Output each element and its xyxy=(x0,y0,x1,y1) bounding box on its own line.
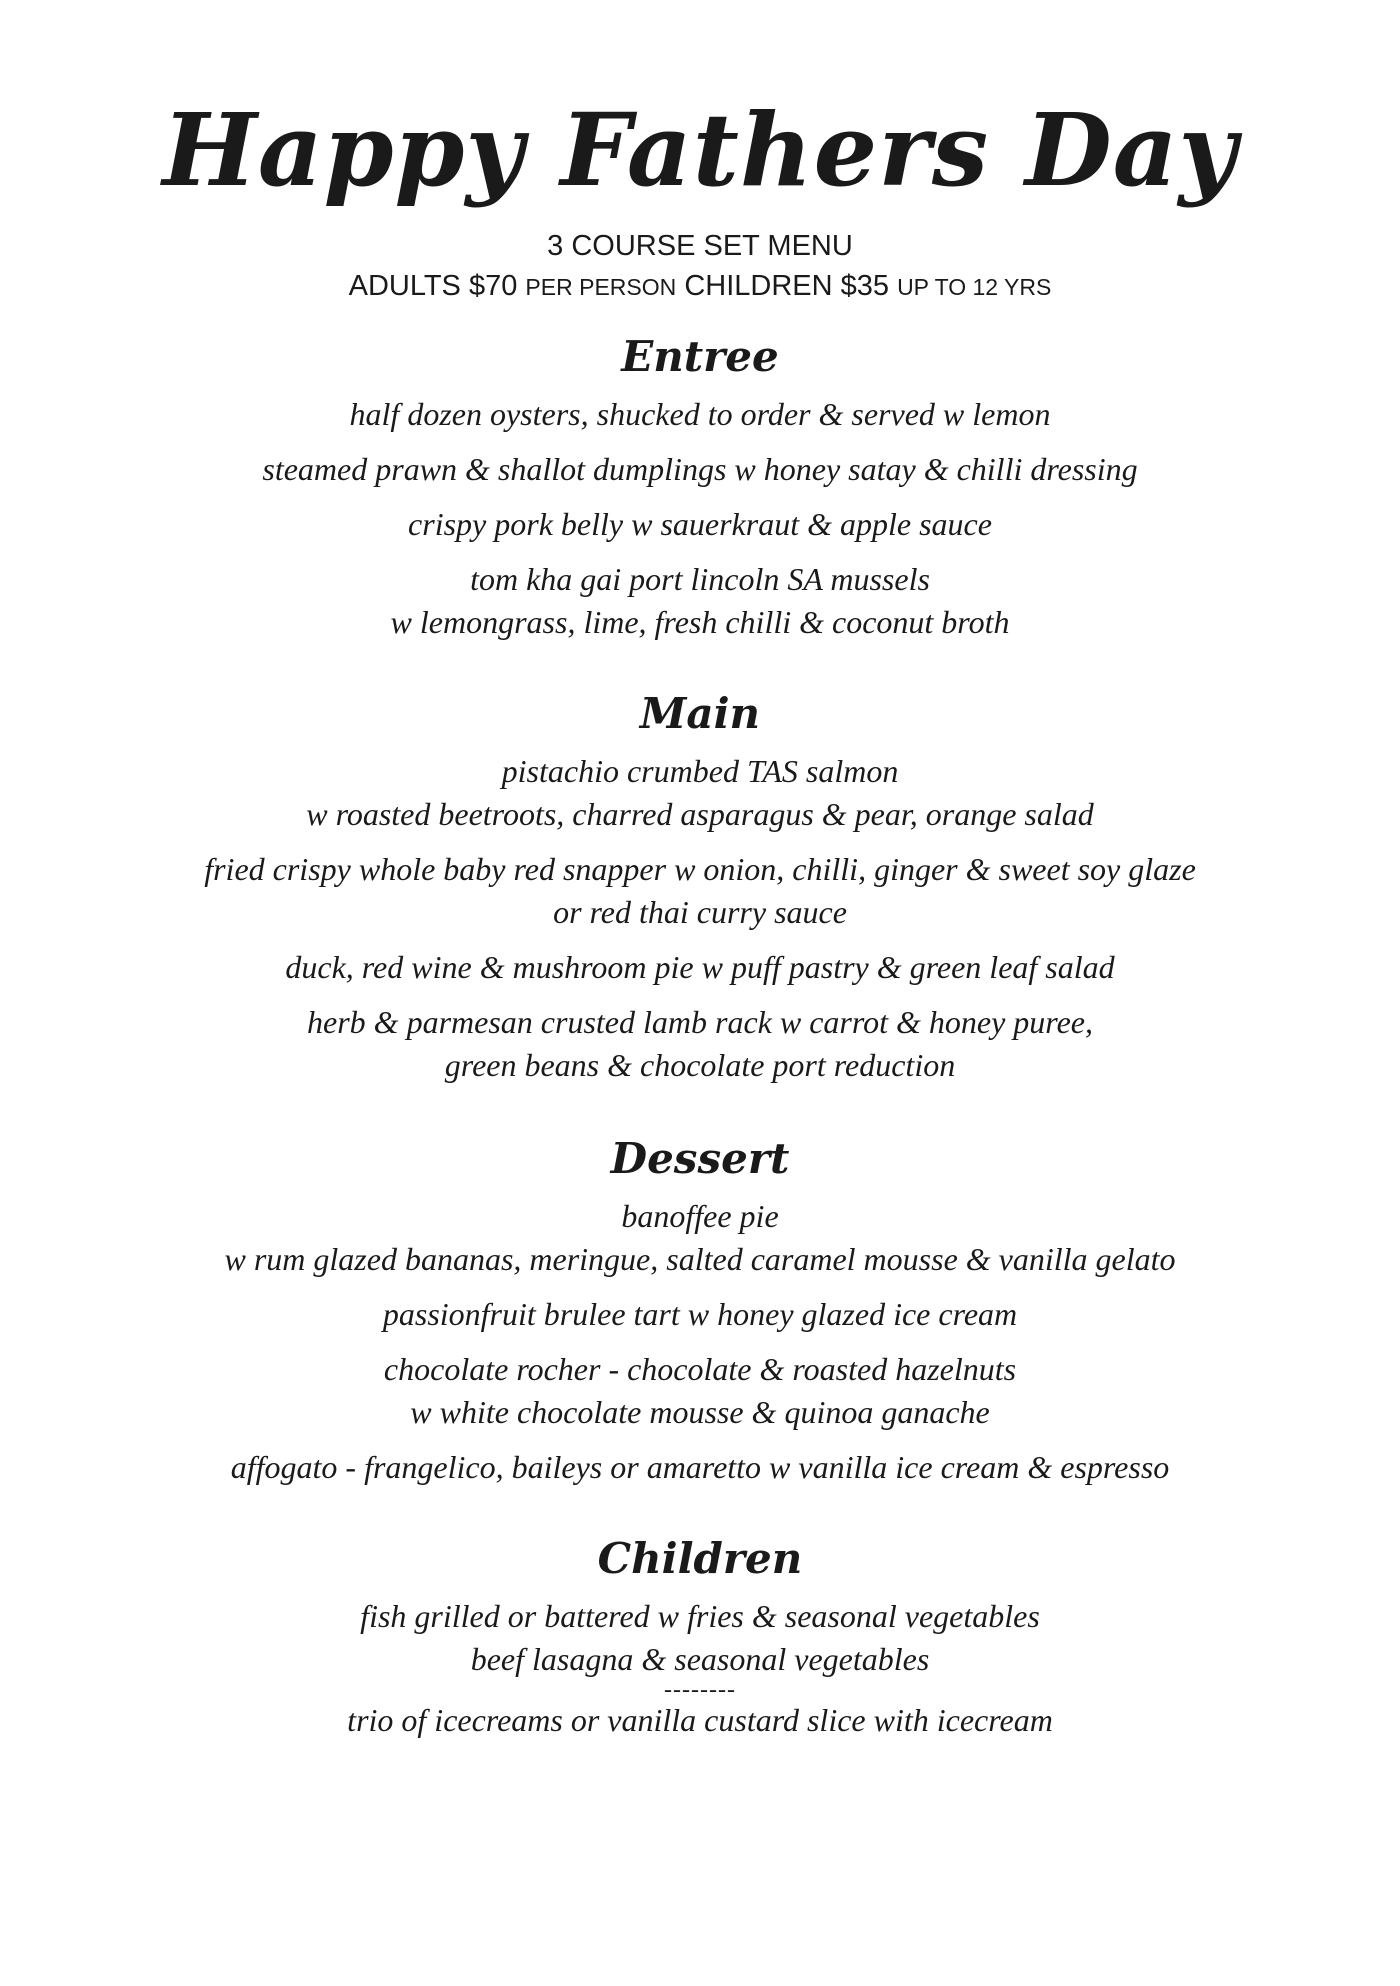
menu-item xyxy=(0,1348,1400,1434)
entree-section xyxy=(0,329,1400,644)
menu-item xyxy=(0,1595,1400,1681)
menu-item-line: pistachio crumbed TAS salmon xyxy=(501,753,899,789)
menu-item xyxy=(0,558,1400,644)
menu-item-line: fish grilled or battered w fries & seasonal vegetables xyxy=(360,1598,1040,1634)
menu-subtitle: 3 COURSE SET MENU xyxy=(547,230,853,262)
menu-item-line: crispy pork belly w sauerkraut & apple sauce xyxy=(408,506,992,542)
price-line xyxy=(0,266,1400,307)
menu-item-line: trio of icecreams or vanilla custard slice with icecream xyxy=(347,1702,1053,1738)
children-section xyxy=(0,1531,1400,1742)
menu-item-line: duck, red wine & mushroom pie w puff pastry & green leaf salad xyxy=(285,949,1115,985)
adults-price-unit: PER PERSON xyxy=(525,274,677,300)
menu-item xyxy=(0,503,1400,546)
menu-item-line: w rum glazed bananas, meringue, salted caramel mousse & vanilla gelato xyxy=(224,1241,1176,1277)
main-section xyxy=(0,686,1400,1087)
menu-item xyxy=(0,1001,1400,1087)
menu-item-line: affogato - frangelico, baileys or amaretto w vanilla ice cream & espresso xyxy=(230,1449,1170,1485)
menu-item-line: passionfruit brulee tart w honey glazed ice cream xyxy=(382,1296,1018,1332)
children-price-unit: UP TO 12 YRS xyxy=(897,274,1052,300)
menu-item xyxy=(0,848,1400,934)
menu-item-line: beef lasagna & seasonal vegetables xyxy=(470,1641,930,1677)
adults-price: ADULTS $70 xyxy=(348,270,518,302)
dessert-heading: Dessert xyxy=(610,1134,790,1183)
menu-item-line: w lemongrass, lime, fresh chilli & coconut broth xyxy=(390,604,1010,640)
menu-item xyxy=(0,448,1400,491)
children-heading: Children xyxy=(597,1534,803,1583)
children-separator: -------- xyxy=(664,1677,736,1703)
menu-item xyxy=(0,1293,1400,1336)
entree-heading: Entree xyxy=(621,332,779,381)
menu-item-line: fried crispy whole baby red snapper w onion, chilli, ginger & sweet soy glaze xyxy=(204,851,1196,887)
menu-item-line: herb & parmesan crusted lamb rack w carrot & honey puree, xyxy=(307,1004,1093,1040)
menu-item-line: w white chocolate mousse & quinoa ganache xyxy=(410,1394,990,1430)
menu-item xyxy=(0,1699,1400,1742)
main-heading: Main xyxy=(639,689,761,738)
menu-item xyxy=(0,750,1400,836)
menu-item-line: half dozen oysters, shucked to order & served w lemon xyxy=(349,396,1051,432)
menu-item-line: green beans & chocolate port reduction xyxy=(444,1047,956,1083)
menu-item-line: or red thai curry sauce xyxy=(553,894,847,930)
menu-item-line: steamed prawn & shallot dumplings w honey satay & chilli dressing xyxy=(262,451,1138,487)
menu-item-line: tom kha gai port lincoln SA mussels xyxy=(470,561,930,597)
menu-title: Happy Fathers Day xyxy=(162,91,1238,209)
dessert-section xyxy=(0,1131,1400,1489)
menu-item xyxy=(0,1195,1400,1281)
menu-item-line: chocolate rocher - chocolate & roasted hazelnuts xyxy=(383,1351,1017,1387)
menu-item xyxy=(0,946,1400,989)
menu-item-line: banoffee pie xyxy=(621,1198,779,1234)
children-price: CHILDREN $35 xyxy=(684,270,889,302)
menu-item xyxy=(0,393,1400,436)
menu-item-line: w roasted beetroots, charred asparagus & pear, orange salad xyxy=(306,796,1094,832)
menu-item xyxy=(0,1446,1400,1489)
